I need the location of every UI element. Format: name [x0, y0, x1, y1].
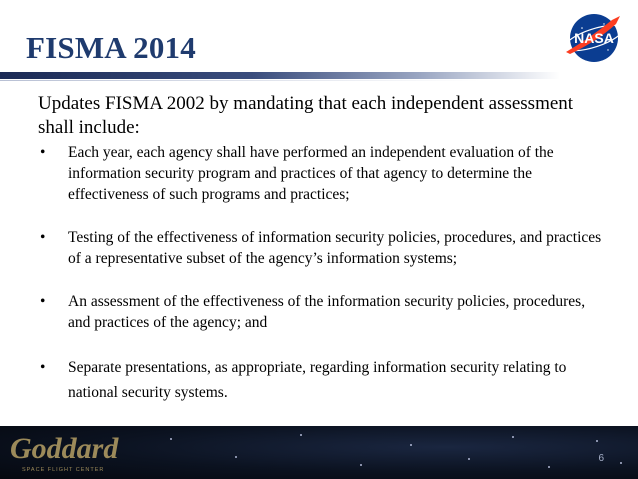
intro-text: Updates FISMA 2002 by mandating that each independent assessment shall include:	[38, 93, 574, 138]
page-number: 6	[598, 453, 604, 464]
bullet-item	[38, 227, 608, 269]
slide-content	[38, 92, 608, 405]
title-underline-thin	[0, 80, 480, 81]
title-underline-bar	[0, 72, 560, 79]
bullet-dot: •	[40, 229, 46, 246]
bullet-item	[38, 142, 608, 205]
nasa-logo-icon	[560, 8, 630, 68]
bullet-item	[38, 291, 608, 333]
goddard-logo-icon	[6, 428, 136, 478]
bullet-dot: •	[40, 144, 46, 161]
bullet-text: Testing of the effectiveness of information security policies, procedures, and practices of a representative subset of the agency’s information systems;	[68, 229, 602, 267]
bullet-list	[38, 142, 608, 405]
bullet-dot: •	[40, 359, 46, 376]
goddard-logo-text: Goddard	[10, 432, 119, 465]
footer-banner	[0, 426, 638, 479]
slide-title: FISMA 2014	[26, 30, 196, 65]
bullet-item	[38, 355, 608, 405]
bullet-text: Each year, each agency shall have performed an independent evaluation of the information security program and practices of that agency to determine the effectiveness of such programs and practices;	[68, 144, 554, 203]
bullet-text: An assessment of the effectiveness of the information security policies, procedures, and practices of the agency; and	[68, 293, 586, 331]
goddard-logo-subtext: SPACE FLIGHT CENTER	[22, 467, 105, 473]
bullet-text: Separate presentations, as appropriate, regarding information security relating to national security systems.	[68, 359, 567, 401]
nasa-logo-text: NASA	[574, 30, 614, 46]
bullet-dot: •	[40, 293, 46, 310]
